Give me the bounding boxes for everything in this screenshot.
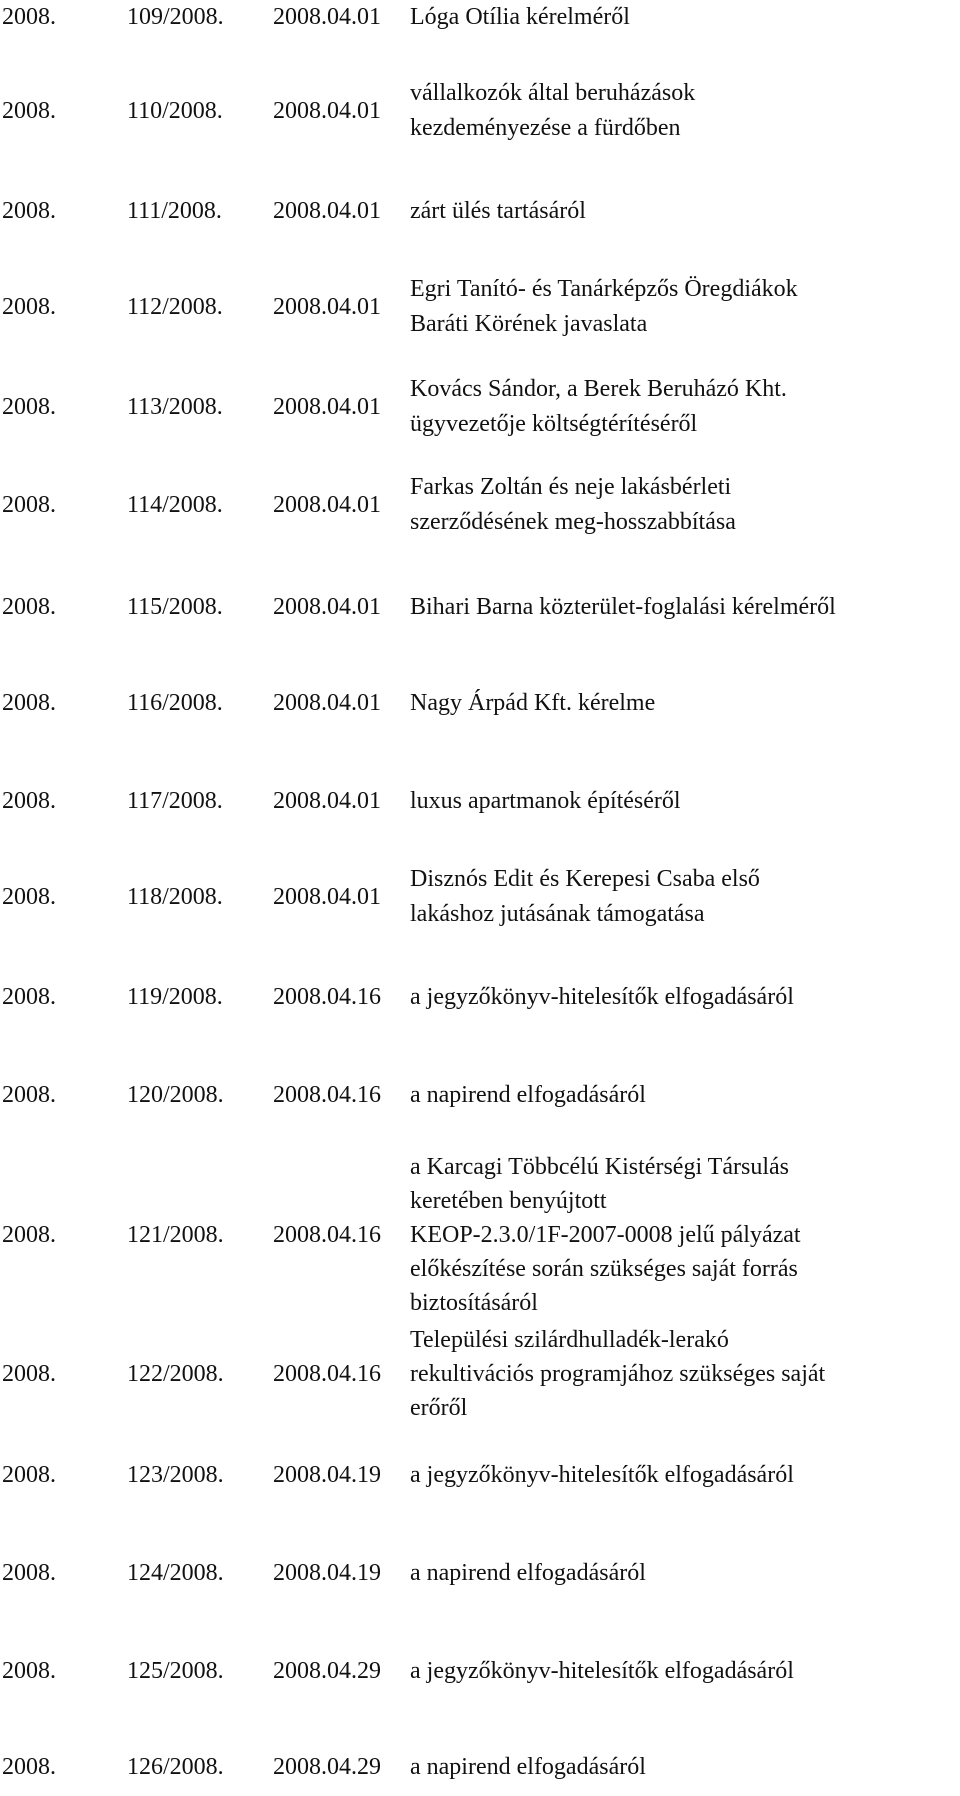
subject-cell: luxus apartmanok építéséről — [410, 787, 681, 814]
year-cell: 2008. — [2, 884, 56, 910]
date-cell: 2008.04.01 — [273, 394, 381, 420]
subject-cell: Farkas Zoltán és neje lakásbérleti szerződésének meg-hosszabbítása — [410, 474, 736, 535]
number-cell: 110/2008. — [127, 98, 223, 124]
year-cell: 2008. — [2, 394, 56, 420]
subject-cell: Bihari Barna közterület-foglalási kérelméről — [410, 593, 836, 620]
number-cell: 122/2008. — [127, 1361, 224, 1387]
number-cell: 114/2008. — [127, 492, 223, 518]
date-cell: 2008.04.01 — [273, 492, 381, 518]
table-row — [0, 1322, 960, 1426]
date-cell: 2008.04.29 — [273, 1658, 381, 1684]
year-cell: 2008. — [2, 1754, 56, 1780]
date-cell: 2008.04.01 — [273, 294, 381, 320]
subject-cell: Kovács Sándor, a Berek Beruházó Kht. ügyvezetője költségtérítéséről — [410, 376, 787, 437]
number-cell: 121/2008. — [127, 1222, 224, 1248]
subject-cell: a napirend elfogadásáról — [410, 1081, 646, 1108]
table-row — [0, 590, 960, 624]
number-cell: 113/2008. — [127, 394, 223, 420]
date-cell: 2008.04.19 — [273, 1462, 381, 1488]
number-cell: 118/2008. — [127, 884, 223, 910]
year-cell: 2008. — [2, 4, 56, 30]
subject-cell: Nagy Árpád Kft. kérelme — [410, 689, 656, 716]
date-cell: 2008.04.01 — [273, 788, 381, 814]
number-cell: 123/2008. — [127, 1462, 224, 1488]
year-cell: 2008. — [2, 1560, 56, 1586]
date-cell: 2008.04.01 — [273, 98, 381, 124]
date-cell: 2008.04.16 — [273, 1082, 381, 1108]
number-cell: 117/2008. — [127, 788, 223, 814]
subject-cell: a jegyzőkönyv-hitelesítők elfogadásáról — [410, 983, 794, 1010]
number-cell: 119/2008. — [127, 984, 223, 1010]
date-cell: 2008.04.29 — [273, 1754, 381, 1780]
date-cell: 2008.04.16 — [273, 984, 381, 1010]
subject-cell: Egri Tanító- és Tanárképzős Öregdiákok Baráti Körének javaslata — [410, 276, 798, 337]
table-row — [0, 862, 960, 932]
number-cell: 125/2008. — [127, 1658, 224, 1684]
table-row — [0, 76, 960, 146]
table-row — [0, 1556, 960, 1590]
date-cell: 2008.04.01 — [273, 198, 381, 224]
year-cell: 2008. — [2, 198, 56, 224]
table-row — [0, 1078, 960, 1112]
year-cell: 2008. — [2, 984, 56, 1010]
year-cell: 2008. — [2, 788, 56, 814]
year-cell: 2008. — [2, 1361, 56, 1387]
table-row — [0, 272, 960, 342]
number-cell: 126/2008. — [127, 1754, 224, 1780]
subject-cell: a napirend elfogadásáról — [410, 1559, 646, 1586]
table-row — [0, 1750, 960, 1784]
date-cell: 2008.04.01 — [273, 884, 381, 910]
table-row — [0, 686, 960, 720]
subject-cell: zárt ülés tartásáról — [410, 197, 586, 224]
year-cell: 2008. — [2, 492, 56, 518]
year-cell: 2008. — [2, 1658, 56, 1684]
number-cell: 109/2008. — [127, 4, 224, 30]
table-row — [0, 0, 960, 34]
year-cell: 2008. — [2, 1222, 56, 1248]
subject-cell: a jegyzőkönyv-hitelesítők elfogadásáról — [410, 1657, 794, 1684]
year-cell: 2008. — [2, 594, 56, 620]
date-cell: 2008.04.01 — [273, 4, 381, 30]
subject-cell: Disznós Edit és Kerepesi Csaba első lakáshoz jutásának támogatása — [410, 866, 760, 927]
number-cell: 111/2008. — [127, 198, 222, 224]
table-row — [0, 1654, 960, 1688]
table-row — [0, 194, 960, 228]
year-cell: 2008. — [2, 1082, 56, 1108]
date-cell: 2008.04.16 — [273, 1222, 381, 1248]
date-cell: 2008.04.19 — [273, 1560, 381, 1586]
subject-cell: a Karcagi Többcélú Kistérségi Társulás keretében benyújtott KEOP-2.3.0/1F-2007-0008 jelű pályázat előkészítése során szükséges saját forrás biztosításáról — [410, 1154, 801, 1316]
subject-cell: a jegyzőkönyv-hitelesítők elfogadásáról — [410, 1461, 794, 1488]
date-cell: 2008.04.16 — [273, 1361, 381, 1387]
table-row — [0, 1458, 960, 1492]
subject-cell: Települési szilárdhulladék-lerakó rekultivációs programjához szükséges saját erőről — [410, 1327, 826, 1421]
number-cell: 116/2008. — [127, 690, 223, 716]
date-cell: 2008.04.01 — [273, 594, 381, 620]
table-row — [0, 980, 960, 1014]
number-cell: 120/2008. — [127, 1082, 224, 1108]
year-cell: 2008. — [2, 690, 56, 716]
date-cell: 2008.04.01 — [273, 690, 381, 716]
year-cell: 2008. — [2, 1462, 56, 1488]
table-row — [0, 470, 960, 540]
year-cell: 2008. — [2, 98, 56, 124]
number-cell: 124/2008. — [127, 1560, 224, 1586]
subject-cell: Lóga Otília kérelméről — [410, 3, 630, 30]
subject-cell: vállalkozók által beruházások kezdeményezése a fürdőben — [410, 80, 696, 141]
year-cell: 2008. — [2, 294, 56, 320]
number-cell: 115/2008. — [127, 594, 223, 620]
subject-cell: a napirend elfogadásáról — [410, 1753, 646, 1780]
number-cell: 112/2008. — [127, 294, 223, 320]
table-row — [0, 372, 960, 442]
table-row — [0, 784, 960, 818]
table-row — [0, 1148, 960, 1322]
